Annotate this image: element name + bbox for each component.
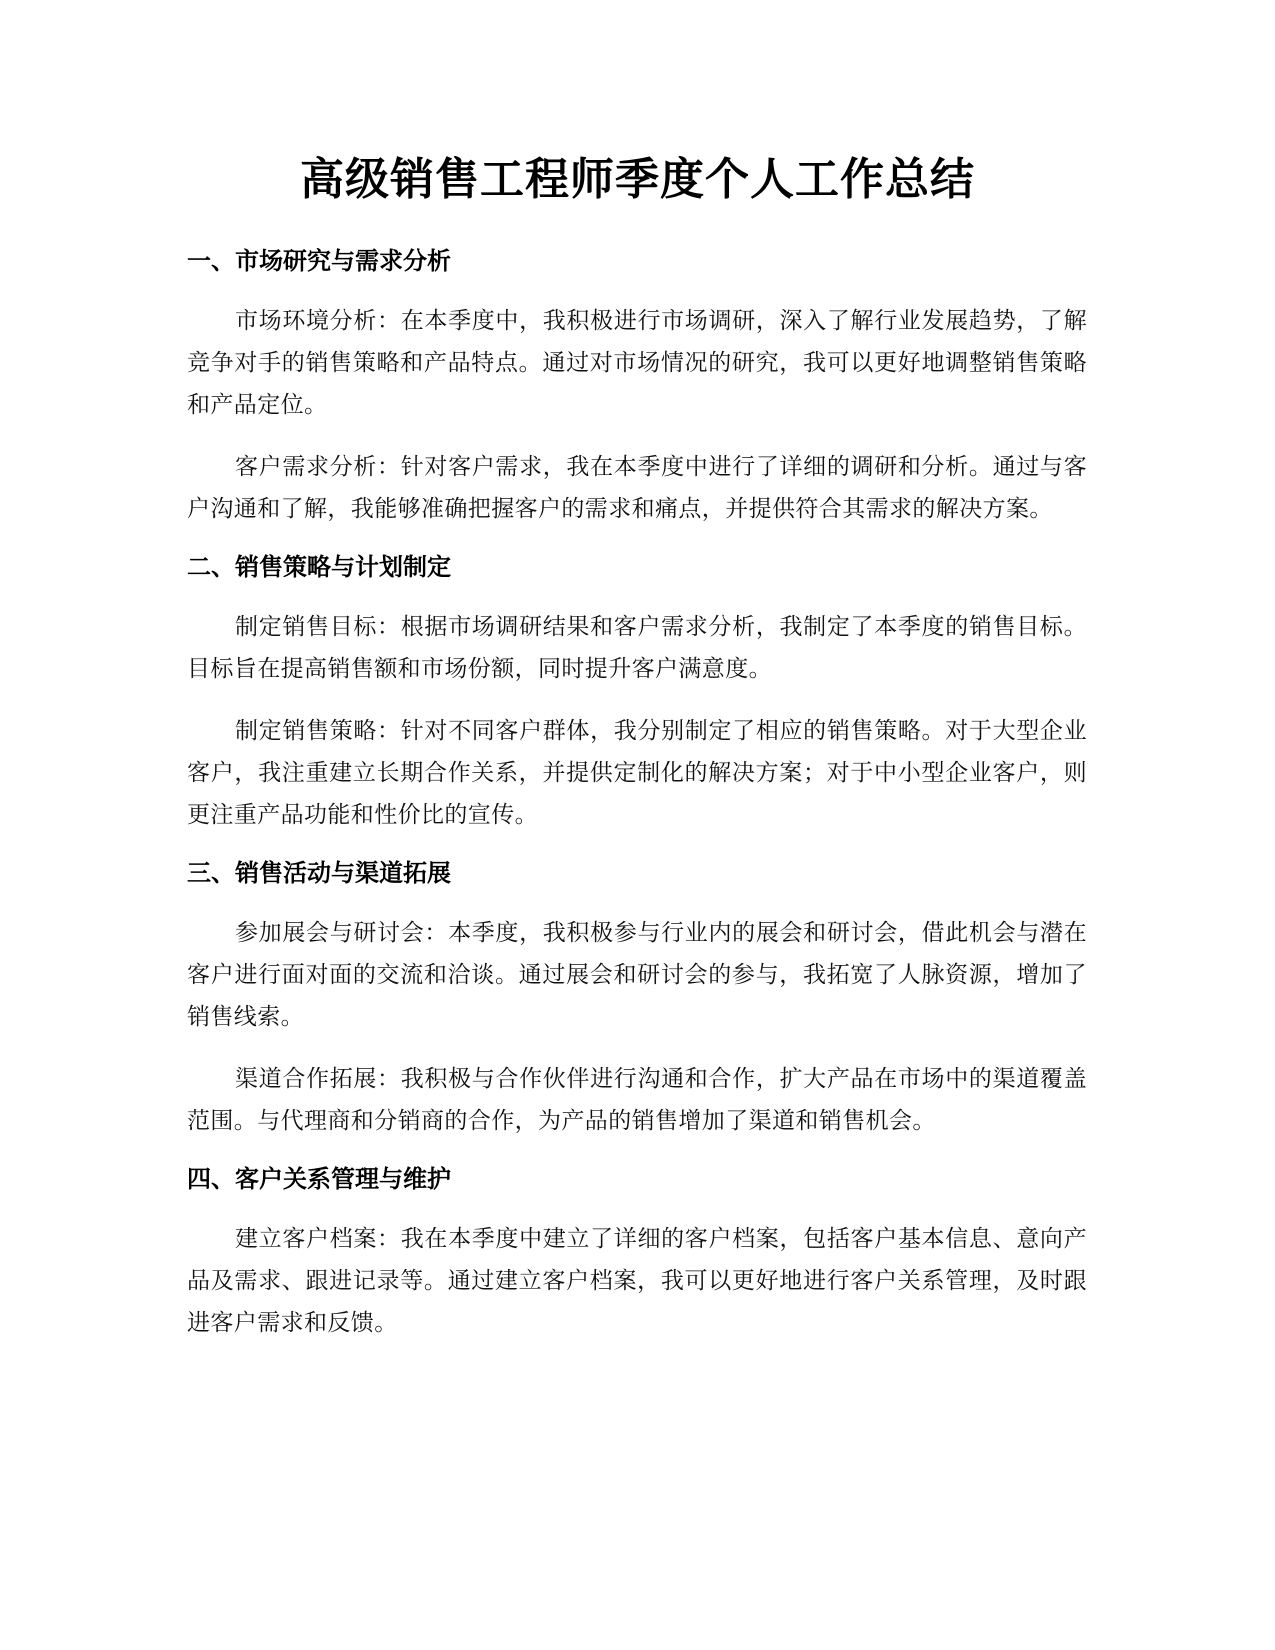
section-heading: 二、销售策略与计划制定 xyxy=(187,553,451,581)
section-customer-relations xyxy=(187,1162,1087,1344)
section-sales-activities xyxy=(187,856,1087,1142)
paragraph: 参加展会与研讨会：本季度，我积极参与行业内的展会和研讨会，借此机会与潜在客户进行面对面的交流和洽谈。通过展会和研讨会的参与，我拓宽了人脉资源，增加了销售线索。 xyxy=(187,920,1087,1030)
paragraph: 制定销售目标：根据市场调研结果和客户需求分析，我制定了本季度的销售目标。目标旨在提高销售额和市场份额，同时提升客户满意度。 xyxy=(187,614,1087,682)
section-sales-strategy xyxy=(187,550,1087,836)
section-market-research xyxy=(187,244,1087,530)
paragraph: 建立客户档案：我在本季度中建立了详细的客户档案，包括客户基本信息、意向产品及需求、跟进记录等。通过建立客户档案，我可以更好地进行客户关系管理，及时跟进客户需求和反馈。 xyxy=(187,1226,1087,1336)
section-heading: 三、销售活动与渠道拓展 xyxy=(187,859,451,887)
section-heading: 一、市场研究与需求分析 xyxy=(187,247,451,275)
paragraph: 客户需求分析：针对客户需求，我在本季度中进行了详细的调研和分析。通过与客户沟通和了解，我能够准确把握客户的需求和痛点，并提供符合其需求的解决方案。 xyxy=(187,454,1087,522)
paragraph: 市场环境分析：在本季度中，我积极进行市场调研，深入了解行业发展趋势，了解竞争对手的销售策略和产品特点。通过对市场情况的研究，我可以更好地调整销售策略和产品定位。 xyxy=(187,308,1087,418)
paragraph: 渠道合作拓展：我积极与合作伙伴进行沟通和合作，扩大产品在市场中的渠道覆盖范围。与代理商和分销商的合作，为产品的销售增加了渠道和销售机会。 xyxy=(187,1066,1087,1134)
section-heading: 四、客户关系管理与维护 xyxy=(187,1165,451,1193)
document-body xyxy=(187,244,1087,1364)
paragraph: 制定销售策略：针对不同客户群体，我分别制定了相应的销售策略。对于大型企业客户，我注重建立长期合作关系，并提供定制化的解决方案；对于中小型企业客户，则更注重产品功能和性价比的宣传。 xyxy=(187,718,1087,828)
document-title: 高级销售工程师季度个人工作总结 xyxy=(300,154,975,205)
